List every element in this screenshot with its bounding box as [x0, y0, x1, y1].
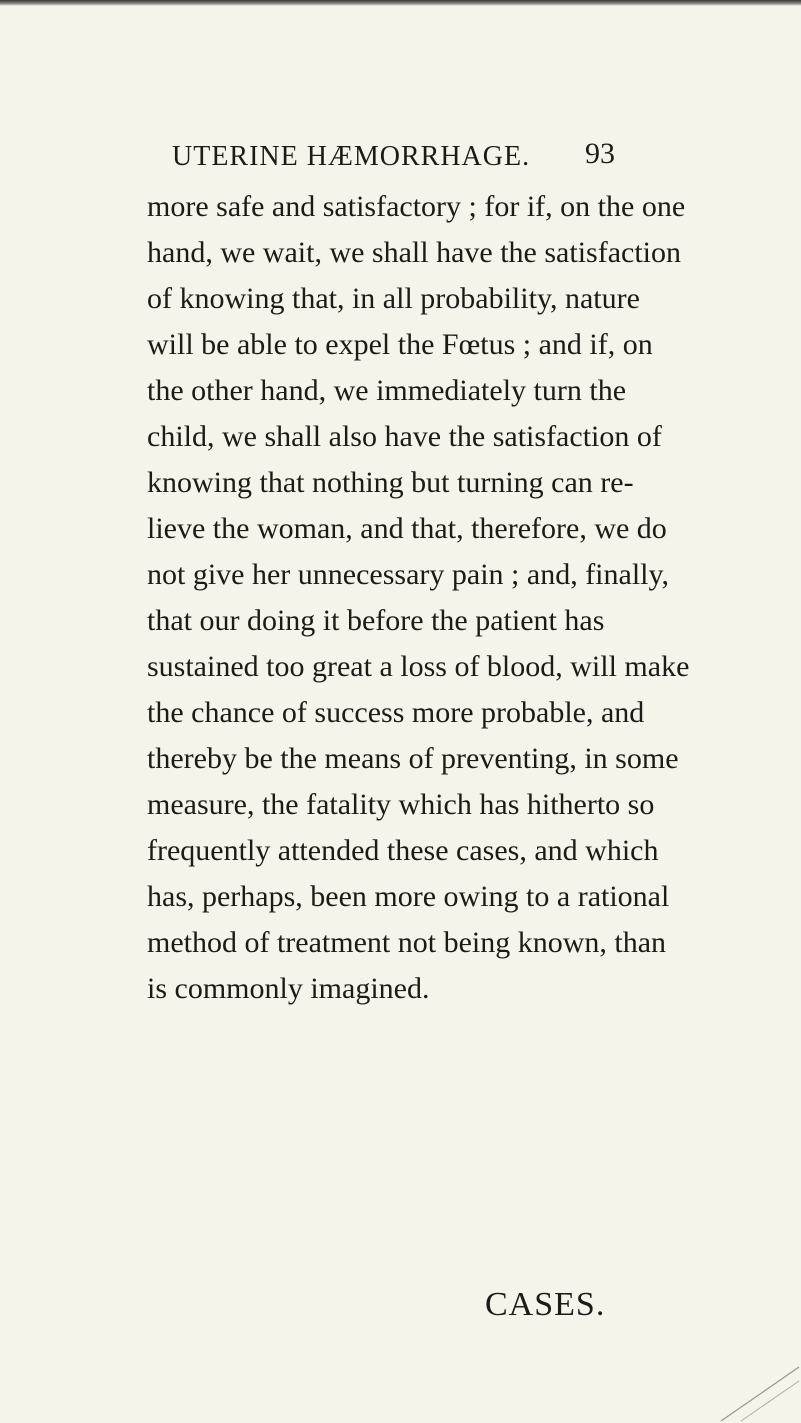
- text-line: hand, we wait, we shall have the satisfaction: [147, 236, 681, 269]
- text-line: measure, the fatality which has hitherto so: [147, 788, 655, 821]
- text-line: knowing that nothing but turning can re-: [147, 466, 634, 499]
- running-head: UTERINE HÆMORRHAGE.: [172, 141, 531, 172]
- text-line: more safe and satisfactory ; for if, on the one: [147, 190, 686, 223]
- page-fold-mark: [711, 1363, 801, 1423]
- text-line: the chance of success more probable, and: [147, 696, 645, 729]
- text-line: sustained too great a loss of blood, will make: [147, 650, 690, 683]
- text-line: thereby be the means of preventing, in some: [147, 742, 679, 775]
- text-line: frequently attended these cases, and which: [147, 834, 659, 867]
- text-line: the other hand, we immediately turn the: [147, 374, 627, 407]
- text-line: will be able to expel the Fœtus ; and if, on: [147, 328, 653, 361]
- section-heading: CASES.: [485, 1286, 606, 1323]
- page-edge-shadow: [0, 0, 801, 6]
- text-line: not give her unnecessary pain ; and, finally,: [147, 558, 670, 591]
- text-line: child, we shall also have the satisfaction of: [147, 420, 662, 453]
- text-line: lieve the woman, and that, therefore, we do: [147, 512, 667, 545]
- text-line: method of treatment not being known, than: [147, 926, 667, 959]
- text-line: has, perhaps, been more owing to a rational: [147, 880, 670, 913]
- text-line: of knowing that, in all probability, nature: [147, 282, 640, 315]
- text-line: that our doing it before the patient has: [147, 604, 605, 637]
- body-paragraph: [147, 184, 690, 1012]
- page-number: 93: [585, 137, 615, 170]
- text-line: is commonly imagined.: [147, 972, 430, 1005]
